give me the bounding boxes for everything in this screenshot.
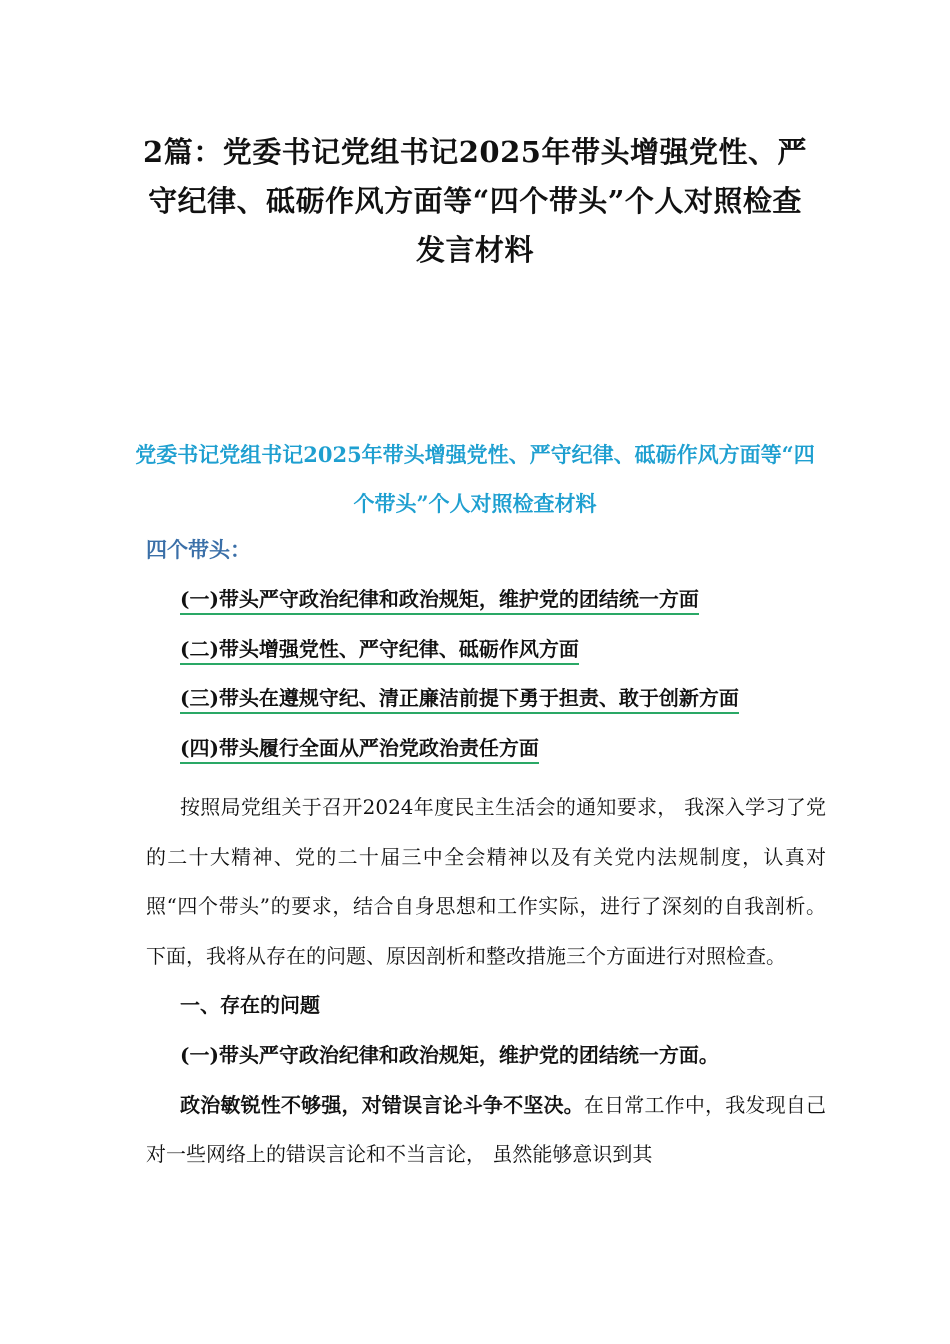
toc-item-3[interactable] xyxy=(180,683,840,733)
heading-political-discipline: (一)带头严守政治纪律和政治规矩，维护党的团结统一方面。 xyxy=(180,1042,719,1067)
problem-text: 在日常工作中，我发现自己对一些网络上的错误言论和不当言论， 虽然能够意识到其 xyxy=(146,1092,827,1167)
toc-link-4[interactable]: (四)带头履行全面从严治党政治责任方面 xyxy=(180,735,539,764)
toc-item-1[interactable] xyxy=(180,584,840,634)
toc-link-3[interactable]: (三)带头在遵规守纪、清正廉洁前提下勇于担责、敢于创新方面 xyxy=(180,685,739,714)
toc-item-2[interactable] xyxy=(180,634,840,684)
intro-paragraph: 按照局党组关于召开2024年度民主生活会的通知要求， 我深入学习了党的二十大精神、党的二十届三中全会精神以及有关党内法规制度，认真对照“四个带头”的要求，结合自身思想和工作实际，进行了深刻的自我剖析。下面，我将从存在的问题、原因剖析和整改措施三个方面进行对照检查。 xyxy=(146,795,826,968)
body-text xyxy=(146,783,826,1180)
toc-item-4[interactable] xyxy=(180,733,840,783)
problem-paragraph xyxy=(146,1081,826,1180)
heading-problems: 一、存在的问题 xyxy=(180,993,320,1018)
document-subtitle: 党委书记党组书记2025年带头增强党性、严守纪律、砥砺作风方面等“四个带头”个人对照检查材料 xyxy=(135,442,815,516)
toc-link-1[interactable]: (一)带头严守政治纪律和政治规矩，维护党的团结统一方面 xyxy=(180,586,699,615)
section-label: 四个带头： xyxy=(146,537,251,562)
toc-list xyxy=(180,584,840,782)
toc-link-2[interactable]: (二)带头增强党性、严守纪律、砥砺作风方面 xyxy=(180,636,579,665)
problem-lead: 政治敏锐性不够强，对错误言论斗争不坚决。 xyxy=(180,1092,584,1117)
document-title: 2篇：党委书记党组书记2025年带头增强党性、严守纪律、砥砺作风方面等“四个带头”个人对照检查发言材料 xyxy=(143,135,807,267)
